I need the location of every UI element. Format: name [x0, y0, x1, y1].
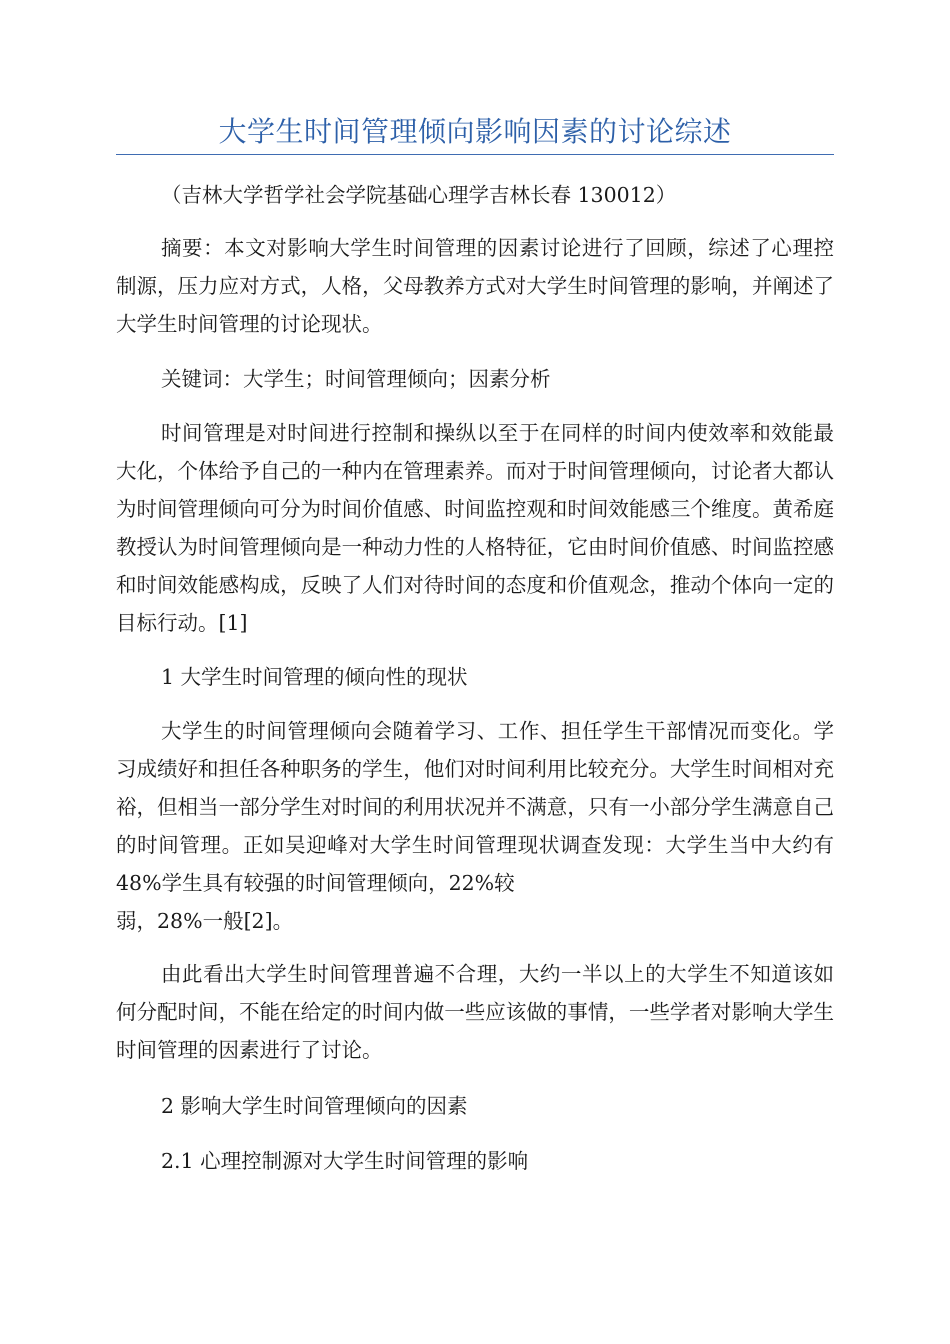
author-affiliation: （吉林大学哲学社会学院基础心理学吉林长春 130012） [161, 183, 677, 207]
abstract-paragraph: 摘要：本文对影响大学生时间管理的因素讨论进行了回顾，综述了心理控制源，压力应对方式，人格，父母教养方式对大学生时间管理的影响，并阐述了大学生时间管理的讨论现状。 [116, 236, 834, 336]
status-paragraph-1: 大学生的时间管理倾向会随着学习、工作、担任学生干部情况而变化。学习成绩好和担任各种职务的学生，他们对时间利用比较充分。大学生时间相对充裕，但相当一部分学生对时间的利用状况并不满意，只有一小部分学生满意自己的时间管理。正如吴迎峰对大学生时间管理现状调查发现：大学生当中大约有 48%学生具有较强的时间管理倾向，22%较 [116, 719, 834, 895]
title-underline-rule [116, 154, 834, 155]
status-paragraph-2: 由此看出大学生时间管理普遍不合理，大约一半以上的大学生不知道该如何分配时间，不能在给定的时间内做一些应该做的事情，一些学者对影响大学生时间管理的因素进行了讨论。 [116, 962, 834, 1062]
intro-paragraph: 时间管理是对时间进行控制和操纵以至于在同样的时间内使效率和效能最大化，个体给予自己的一种内在管理素养。而对于时间管理倾向，讨论者大都认为时间管理倾向可分为时间价值感、时间监控观和时间效能感三个维度。黄希庭教授认为时间管理倾向是一种动力性的人格特征，它由时间价值感、时间监控感和时间效能感构成，反映了人们对待时间的态度和价值观念，推动个体向一定的目标行动。[1] [116, 421, 834, 635]
document-title: 大学生时间管理倾向影响因素的讨论综述 [218, 115, 732, 148]
section-heading-1: 1 大学生时间管理的倾向性的现状 [161, 665, 468, 689]
keywords-line: 关键词：大学生；时间管理倾向；因素分析 [161, 367, 551, 391]
status-paragraph-1-tail: 弱，28%一般[2]。 [116, 909, 294, 933]
section-heading-2: 2 影响大学生时间管理倾向的因素 [161, 1094, 468, 1118]
subsection-heading-2-1: 2.1 心理控制源对大学生时间管理的影响 [161, 1149, 529, 1173]
